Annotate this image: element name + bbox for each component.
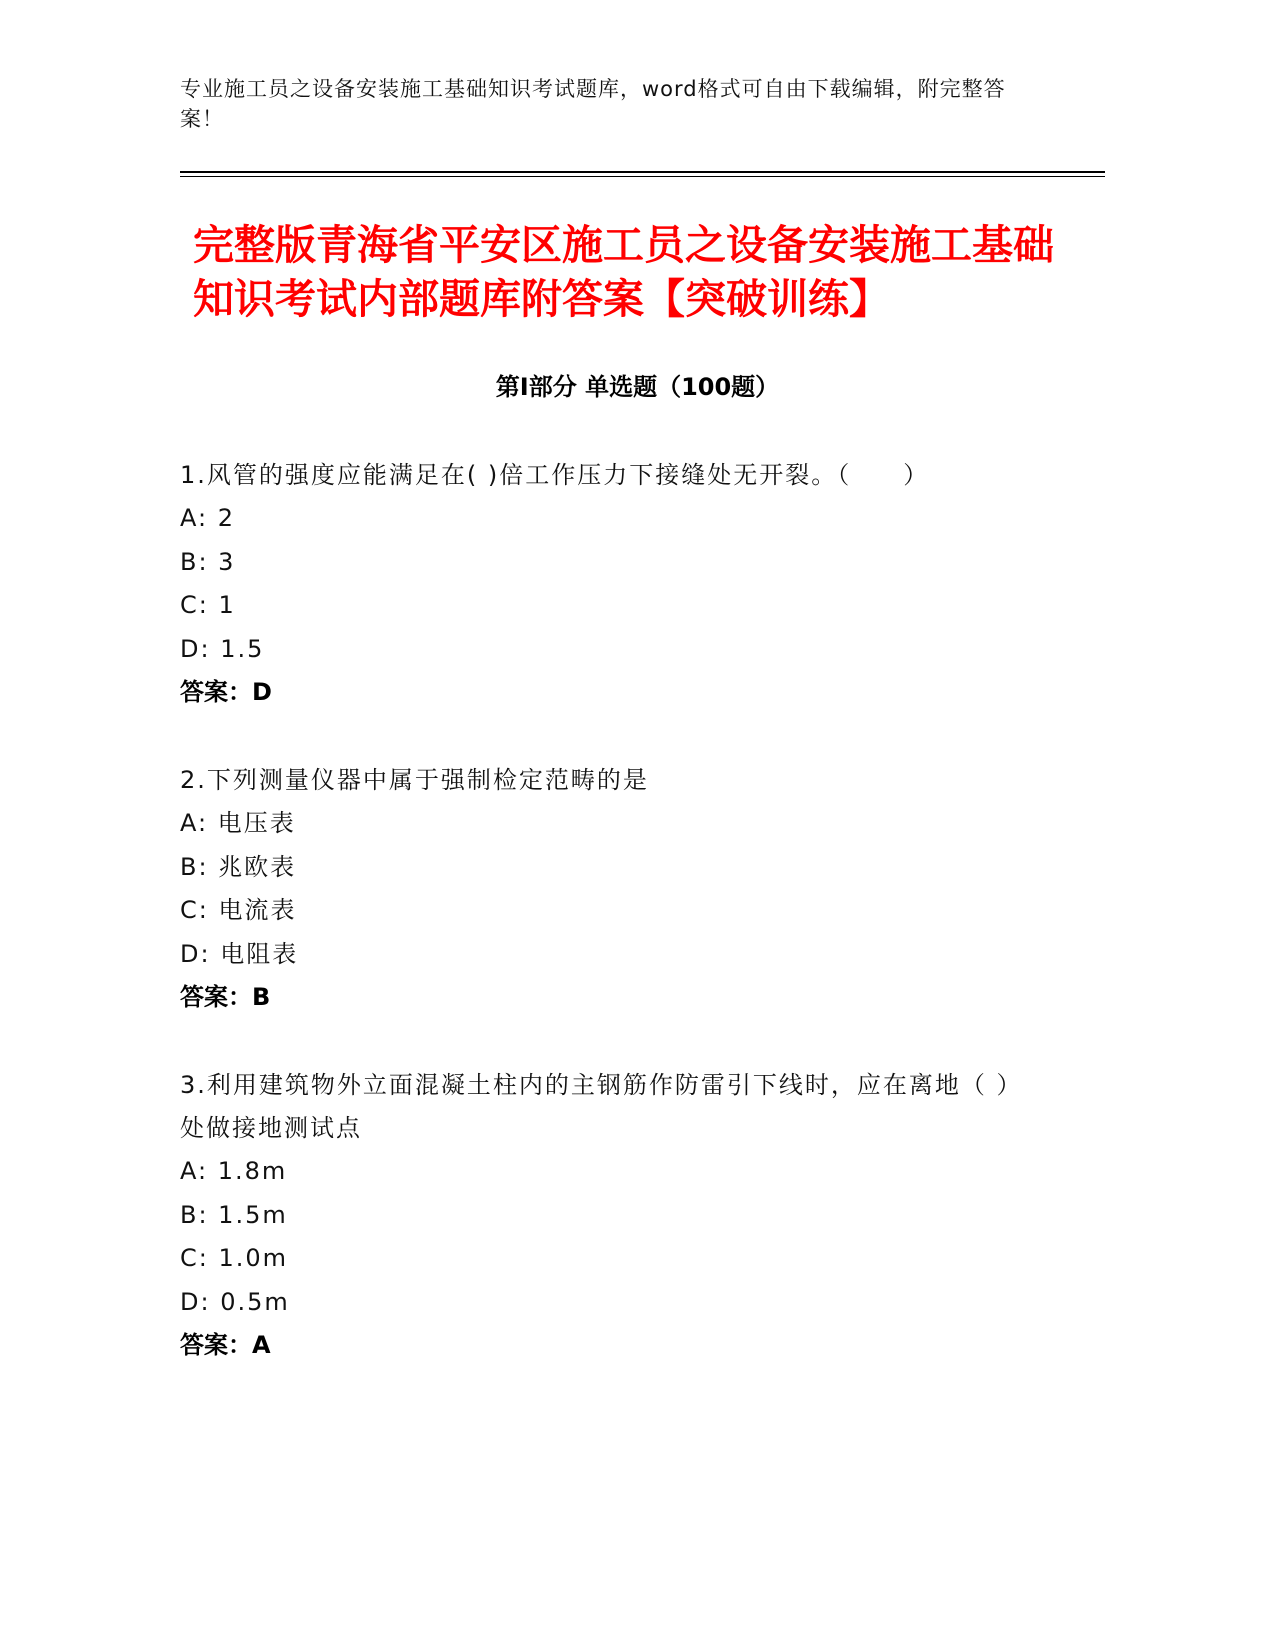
answer: 答案：A bbox=[180, 1331, 271, 1359]
answer: 答案：D bbox=[180, 678, 272, 706]
document-title: 完整版青海省平安区施工员之设备安装施工基础知识考试内部题库附答案【突破训练】 bbox=[193, 221, 1054, 323]
option-a: A: 1.8m bbox=[180, 1157, 288, 1185]
option-c: C: 电流表 bbox=[180, 896, 297, 924]
question-stem: 3.利用建筑物外立面混凝土柱内的主钢筋作防雷引下线时，应在离地（ ）处做接地测试点 bbox=[180, 1071, 1023, 1142]
option-b: B: 3 bbox=[180, 547, 236, 576]
question-2 bbox=[180, 759, 1040, 1020]
option-c: C: 1.0m bbox=[180, 1244, 289, 1272]
header-note: 专业施工员之设备安装施工基础知识考试题库，word格式可自由下载编辑，附完整答案！ bbox=[180, 77, 1006, 131]
option-a: A: 2 bbox=[180, 504, 235, 532]
question-3 bbox=[180, 1064, 1040, 1368]
option-d: D: 电阻表 bbox=[180, 939, 299, 968]
option-c: C: 1 bbox=[180, 591, 236, 619]
question-1 bbox=[180, 454, 1040, 715]
option-d: D: 1.5 bbox=[180, 634, 265, 663]
header-rule-thin bbox=[180, 176, 1105, 177]
option-b: B: 兆欧表 bbox=[180, 852, 297, 881]
option-b: B: 1.5m bbox=[180, 1200, 288, 1229]
option-a: A: 电压表 bbox=[180, 809, 296, 837]
answer: 答案：B bbox=[180, 983, 271, 1011]
question-stem: 2.下列测量仪器中属于强制检定范畴的是 bbox=[180, 766, 649, 794]
option-d: D: 0.5m bbox=[180, 1287, 290, 1316]
section-heading: 第I部分 单选题（100题） bbox=[495, 373, 780, 401]
question-stem: 1.风管的强度应能满足在( )倍工作压力下接缝处无开裂。（ ） bbox=[180, 461, 930, 489]
header-rule-thick bbox=[180, 171, 1105, 173]
